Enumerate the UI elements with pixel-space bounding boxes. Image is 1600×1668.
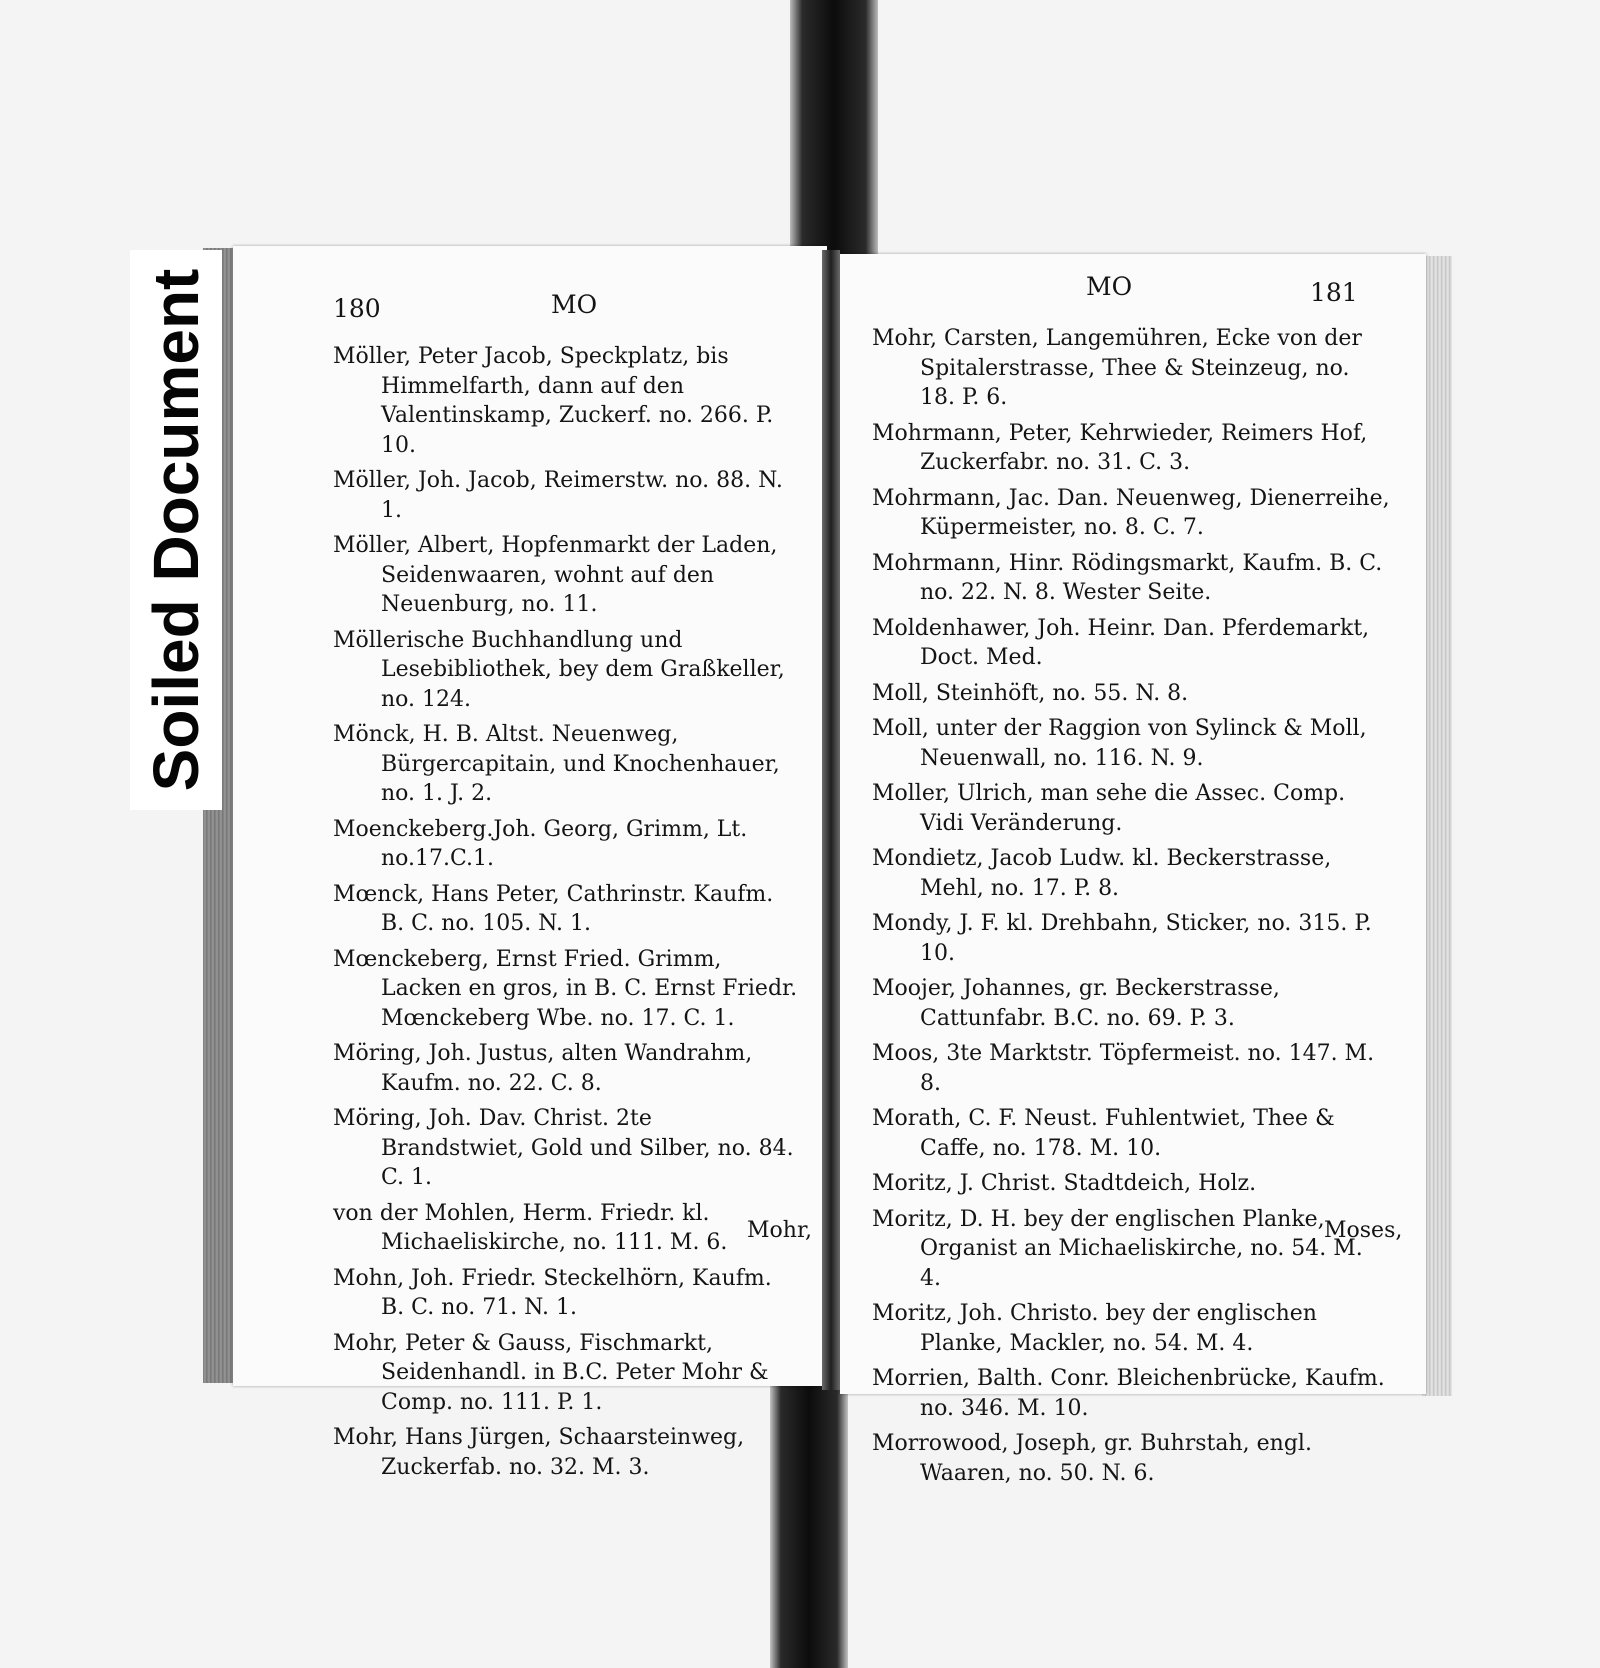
soiled-document-stamp: Soiled Document xyxy=(140,268,212,792)
directory-entry: Moll, Steinhöft, no. 55. N. 8. xyxy=(872,680,1189,706)
directory-entry: Morath, C. F. Neust. Fuhlentwiet, Thee & Caffe, no. 178. M. 10. xyxy=(872,1106,1335,1161)
directory-entry: Moritz, Joh. Christo. bey der englischen Planke, Mackler, no. 54. M. 4. xyxy=(872,1301,1317,1356)
directory-entry: Moojer, Johannes, gr. Beckerstrasse, Cattunfabr. B.C. no. 69. P. 3. xyxy=(872,976,1280,1031)
directory-entry: Morrien, Balth. Conr. Bleichenbrücke, Kaufm. no. 346. M. 10. xyxy=(872,1366,1385,1421)
directory-entry: Möllerische Buchhandlung und Lesebibliothek, bey dem Graßkeller, no. 124. xyxy=(333,627,785,712)
right-entries xyxy=(872,324,1390,1494)
directory-entry: Mœnck, Hans Peter, Cathrinstr. Kaufm. B. C. no. 105. N. 1. xyxy=(333,881,774,936)
directory-entry: Möller, Joh. Jacob, Reimerstw. no. 88. N. 1. xyxy=(333,468,783,523)
directory-entry: Mohr, Peter & Gauss, Fischmarkt, Seidenhandl. in B.C. Peter Mohr & Comp. no. 111. P. 1. xyxy=(333,1330,769,1415)
left-page-number: 180 xyxy=(333,294,381,323)
directory-entry: Möring, Joh. Justus, alten Wandrahm, Kaufm. no. 22. C. 8. xyxy=(333,1041,753,1096)
book-spine-top xyxy=(790,0,878,268)
right-page-number: 181 xyxy=(1310,278,1358,307)
left-catchword: Mohr, xyxy=(747,1218,813,1243)
directory-entry: Moenckeberg.Joh. Georg, Grimm, Lt. no.17.C.1. xyxy=(333,816,748,871)
directory-entry: Mohrmann, Peter, Kehrwieder, Reimers Hof, Zuckerfabr. no. 31. C. 3. xyxy=(872,420,1368,475)
directory-entry: Mohrmann, Hinr. Rödingsmarkt, Kaufm. B. C. no. 22. N. 8. Wester Seite. xyxy=(872,550,1383,605)
directory-entry: Mohrmann, Jac. Dan. Neuenweg, Dienerreihe, Küpermeister, no. 8. C. 7. xyxy=(872,485,1390,540)
directory-entry: Mohn, Joh. Friedr. Steckelhörn, Kaufm. B. C. no. 71. N. 1. xyxy=(333,1265,772,1320)
directory-entry: Möring, Joh. Dav. Christ. 2te Brandstwiet, Gold und Silber, no. 84. C. 1. xyxy=(333,1106,794,1190)
right-page xyxy=(840,254,1426,1486)
directory-entry: Moritz, J. Christ. Stadtdeich, Holz. xyxy=(872,1171,1257,1196)
directory-entry: Möller, Albert, Hopfenmarkt der Laden, Seidenwaaren, wohnt auf den Neuenburg, no. 11. xyxy=(333,533,778,617)
directory-entry: Moldenhawer, Joh. Heinr. Dan. Pferdemarkt, Doct. Med. xyxy=(872,615,1370,670)
book-gutter xyxy=(822,250,840,1390)
directory-entry: Möller, Peter Jacob, Speckplatz, bis Himmelfarth, dann auf den Valentinskamp, Zuckerf. no. 266. P. 10. xyxy=(333,344,774,458)
directory-entry: Moll, unter der Raggion von Sylinck & Moll, Neuenwall, no. 116. N. 9. xyxy=(872,716,1367,771)
right-page-edges xyxy=(1422,256,1452,1396)
directory-entry: von der Mohlen, Herm. Friedr. kl. Michaeliskirche, no. 111. M. 6. xyxy=(333,1200,728,1255)
directory-entry: Mönck, H. B. Altst. Neuenweg, Bürgercapitain, und Knochenhauer, no. 1. J. 2. xyxy=(333,722,780,806)
left-page xyxy=(233,246,827,1480)
left-entries xyxy=(333,342,799,1488)
directory-entry: Moos, 3te Marktstr. Töpfermeist. no. 147. M. 8. xyxy=(872,1041,1375,1096)
directory-entry: Mondy, J. F. kl. Drehbahn, Sticker, no. 315. P. 10. xyxy=(872,911,1372,966)
directory-entry: Mondietz, Jacob Ludw. kl. Beckerstrasse, Mehl, no. 17. P. 8. xyxy=(872,846,1332,901)
right-catchword: Moses, xyxy=(1324,1218,1403,1243)
directory-entry: Mohr, Carsten, Langemühren, Ecke von der Spitalerstrasse, Thee & Steinzeug, no. 18. P. 6. xyxy=(872,326,1362,410)
directory-entry: Morrowood, Joseph, gr. Buhrstah, engl. Waaren, no. 50. N. 6. xyxy=(872,1431,1312,1486)
directory-entry: Mœnckeberg, Ernst Fried. Grimm, Lacken en gros, in B. C. Ernst Friedr. Mœnckeberg Wbe. no. 17. C. 1. xyxy=(333,946,798,1031)
directory-entry: Mohr, Hans Jürgen, Schaarsteinweg, Zuckerfab. no. 32. M. 3. xyxy=(333,1425,745,1480)
directory-entry: Moritz, D. H. bey der englischen Planke, Organist an Michaeliskirche, no. 54. M. 4. xyxy=(872,1206,1363,1291)
left-running-head: MO xyxy=(551,290,598,319)
directory-entry: Moller, Ulrich, man sehe die Assec. Comp. Vidi Veränderung. xyxy=(872,781,1346,836)
right-running-head: MO xyxy=(1086,272,1133,301)
